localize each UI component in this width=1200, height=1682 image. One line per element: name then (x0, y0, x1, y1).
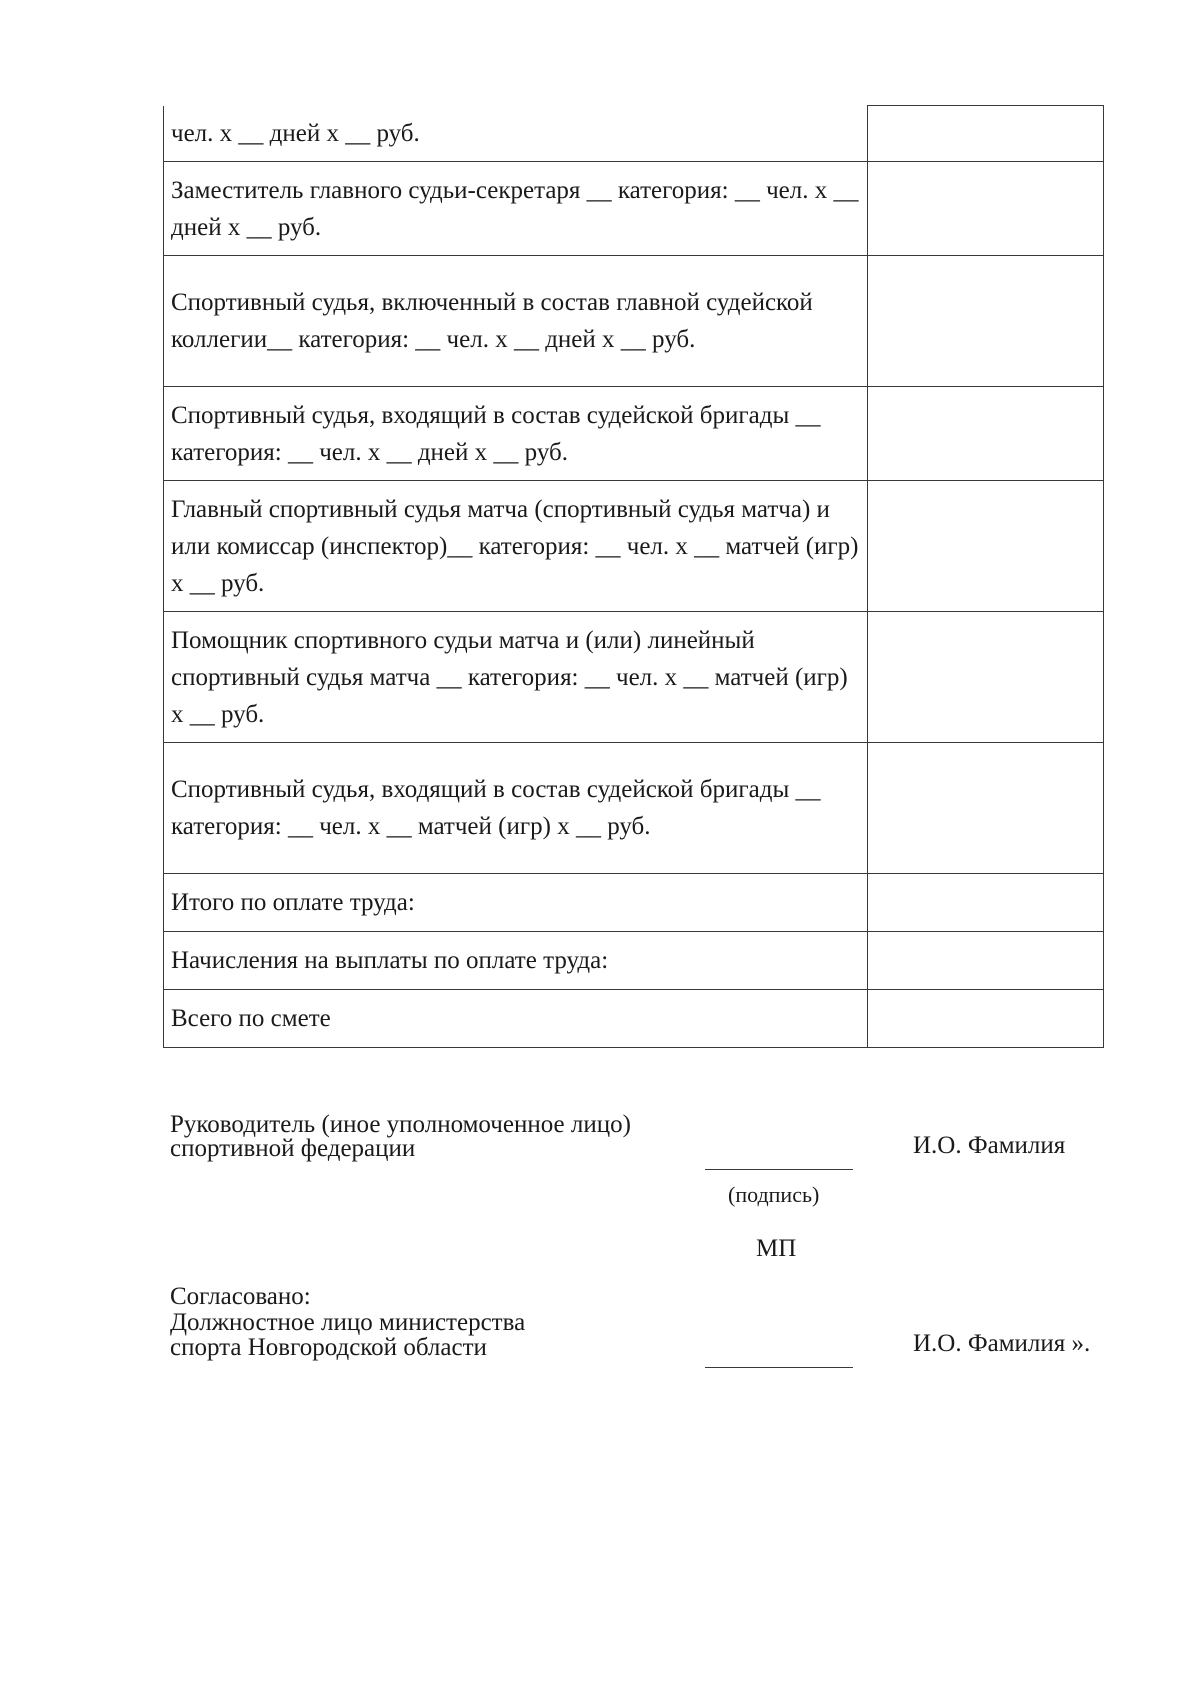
approval-line1: Должностное лицо министерства (170, 1309, 526, 1336)
row-amount (868, 106, 1104, 162)
row-description: Всего по смете (164, 990, 868, 1048)
table-row (164, 387, 1104, 481)
row-amount (868, 162, 1104, 256)
estimate-table (163, 105, 1104, 1048)
head-signature-line (705, 1169, 853, 1170)
row-amount (868, 612, 1104, 743)
table-row (164, 256, 1104, 387)
table-row (164, 743, 1104, 874)
table-row (164, 612, 1104, 743)
signature-caption: (подпись) (728, 1182, 820, 1207)
table-row (164, 932, 1104, 990)
row-description: Спортивный судья, входящий в состав судейской бригады __ категория: __ чел. х __ дней х __ руб. (164, 387, 868, 481)
row-description: Заместитель главного судьи-секретаря __ категория: __ чел. х __ дней х __ руб. (164, 162, 868, 256)
row-description: Главный спортивный судья матча (спортивный судья матча) и или комиссар (инспектор)__ категория: __ чел. х __ матчей (игр) х __ руб. (164, 481, 868, 612)
row-amount (868, 256, 1104, 387)
row-amount (868, 932, 1104, 990)
row-description: Итого по оплате труда: (164, 874, 868, 932)
approval-signature-line (705, 1367, 853, 1368)
head-name: И.О. Фамилия (913, 1132, 1066, 1159)
table-row (164, 106, 1104, 162)
row-description: Спортивный судья, включенный в состав главной судейской коллегии__ категория: __ чел. х __ дней х __ руб. (164, 256, 868, 387)
row-amount (868, 874, 1104, 932)
approval-line2: спорта Новгородской области (170, 1334, 487, 1361)
approval-title: Согласовано: (170, 1283, 311, 1310)
stamp-label: МП (756, 1235, 797, 1262)
row-amount (868, 387, 1104, 481)
approval-name: И.О. Фамилия ». (913, 1330, 1091, 1357)
row-description: Спортивный судья, входящий в состав судейской бригады __ категория: __ чел. х __ матчей (игр) х __ руб. (164, 743, 868, 874)
row-amount (868, 990, 1104, 1048)
head-title-line2: спортивной федерации (170, 1135, 416, 1162)
table-row (164, 874, 1104, 932)
head-title-line1: Руководитель (иное уполномоченное лицо) (170, 1111, 631, 1138)
row-description: Помощник спортивного судьи матча и (или) линейный спортивный судья матча __ категория: __ чел. х __ матчей (игр) х __ руб. (164, 612, 868, 743)
row-description: Начисления на выплаты по оплате труда: (164, 932, 868, 990)
row-amount (868, 743, 1104, 874)
row-amount (868, 481, 1104, 612)
table-row (164, 990, 1104, 1048)
table-row (164, 162, 1104, 256)
table-row (164, 481, 1104, 612)
row-description: чел. х __ дней х __ руб. (164, 106, 868, 162)
